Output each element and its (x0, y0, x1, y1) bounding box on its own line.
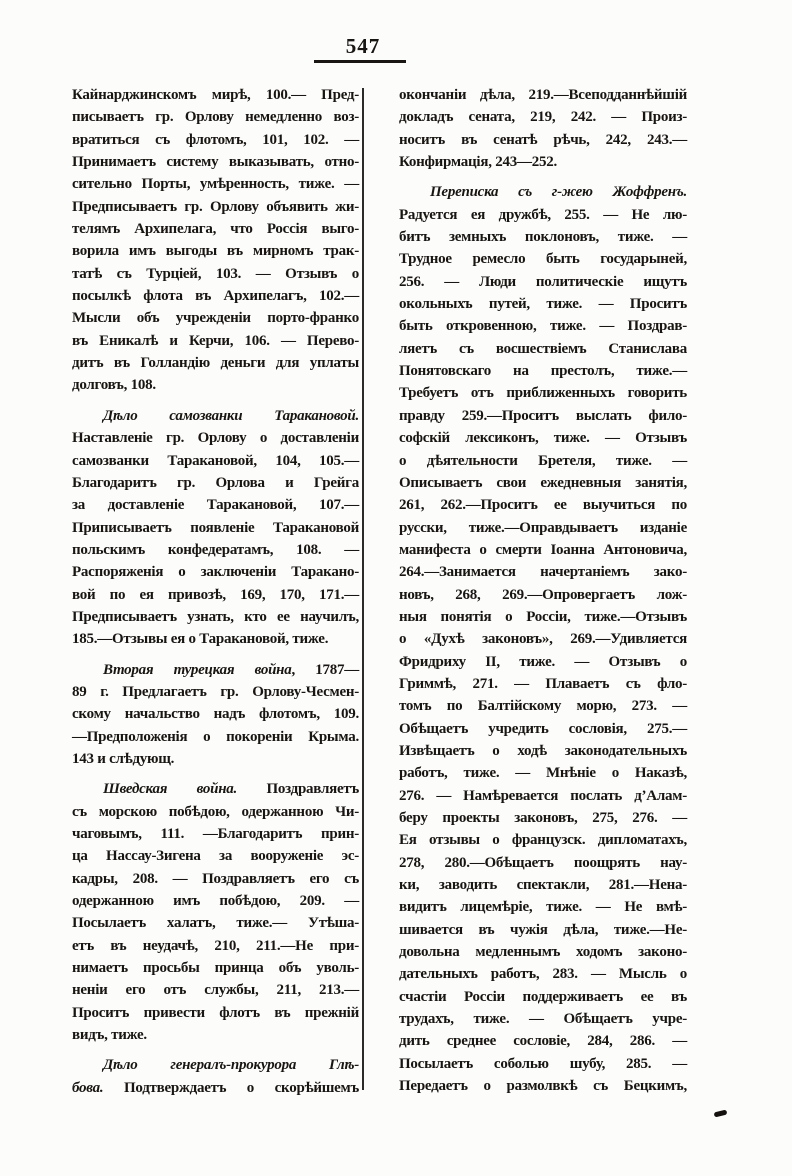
text-line: правду 259.—Проситъ выслать фило- (399, 407, 687, 424)
text-line: 276. — Намѣревается послать д’Алам- (399, 787, 687, 804)
text-line: бова. Подтверждаетъ о скорѣйшемъ (72, 1079, 359, 1096)
text-line: скому начальство надъ флотомъ, 109. (72, 706, 359, 723)
index-entry (399, 84, 687, 173)
text-line: окольныхъ путей, тиже. — Проситъ (399, 296, 687, 313)
text-line: Дѣло генералъ-прокурора Глѣ- (103, 1057, 359, 1074)
text-line: Передаетъ о размолвкѣ съ Бецкимъ, (399, 1078, 687, 1095)
text-line: польскимъ конфедератамъ, 108. — (72, 541, 359, 558)
text-line: Проситъ привести флотъ въ прежній (72, 1004, 359, 1021)
text-line: работъ, тиже. — Мнѣніе о Наказѣ, (399, 765, 687, 782)
text-line: Принимаетъ систему выказывать, отно- (72, 154, 359, 171)
text-line: видъ, тиже. (72, 1027, 147, 1044)
text-line: довольна медленнымъ ходомъ законо- (399, 944, 687, 961)
text-line: вратиться съ флотомъ, 101, 102. — (72, 131, 359, 148)
text-line: ца Нассау-Зигена за вооруженіе эс- (72, 848, 359, 865)
text-line: Фридриху II, тиже. — Отзывъ о (399, 653, 687, 670)
column-divider (362, 88, 364, 1090)
text-line: счастіи Россіи поддерживаетъ ее въ (399, 988, 687, 1005)
text-line: 256. — Люди политическіе ищутъ (399, 273, 687, 290)
text-line: нимаетъ просьбы принца объ уволь- (72, 960, 359, 977)
text-line: Ея отзывы о французск. дипломатахъ, (399, 832, 687, 849)
text-line: софскій лексиконъ, тиже. — Отзывъ (399, 430, 687, 447)
text-line: телямъ Архипелага, что Россія выго- (72, 221, 359, 238)
text-line: окончаніи дѣла, 219.—Всеподданнѣйшій (399, 87, 687, 103)
text-line: 185.—Отзывы ея о Таракановой, тиже. (72, 631, 329, 648)
text-line: съ морскою побѣдою, одержанною Чи- (72, 803, 359, 820)
text-line: Распоряженія о заключеніи Таракано- (72, 564, 359, 581)
left-column (72, 84, 359, 1099)
text-line: Вторая турецкая война, 1787— (103, 661, 359, 678)
text-line: долговъ, 108. (72, 377, 156, 394)
index-entry (72, 778, 359, 1046)
text-line: Мысли объ учрежденіи порто-франко (72, 310, 359, 327)
text-line: Обѣщаетъ учредить сословія, 275.— (399, 720, 687, 737)
text-line: новъ, 268, 269.—Опровергаетъ лож- (399, 586, 687, 603)
index-entry (72, 405, 359, 651)
text-line: томъ по Балтійскому морю, 273. — (399, 698, 687, 715)
text-line: за доставленіе Таракановой, 107.— (72, 497, 359, 514)
text-line: докладъ сената, 219, 242. — Произ- (399, 109, 687, 126)
text-line: беру проекты законовъ, 275, 276. — (399, 810, 687, 826)
ink-smudge (714, 1110, 728, 1118)
text-line: Гриммѣ, 271. — Плаваетъ съ фло- (399, 675, 687, 692)
text-line: етъ въ неудачѣ, 210, 211.—Не при- (72, 937, 359, 954)
text-line: посылкѣ флота въ Архипелагъ, 102.— (72, 288, 359, 305)
text-line: Шведская война. Поздравляетъ (103, 781, 360, 798)
text-line: ворила имъ выгоды въ мирномъ трак- (72, 243, 359, 260)
text-line: Предписываетъ гр. Орлову объявить жи- (72, 198, 359, 215)
text-line: Посылаетъ соболью шубу, 285. — (399, 1055, 687, 1072)
text-line: самозванки Таракановой, 104, 105.— (72, 452, 359, 469)
text-line: кадры, 208. — Поздравляетъ его съ (72, 870, 359, 887)
text-line: дить среднее сословіе, 284, 286. — (399, 1033, 687, 1050)
text-line: Кайнарджинскомъ мирѣ, 100.— Пред- (72, 87, 359, 103)
index-entry (72, 1054, 359, 1099)
text-line: видитъ лицемѣріе, тиже. — Не вмѣ- (399, 899, 687, 916)
text-line: —Предположенія о покореніи Крыма. (72, 728, 359, 745)
text-line: 264.—Занимается начертаніемъ зако- (399, 564, 687, 581)
text-line: носитъ въ сенатѣ рѣчь, 242, 243.— (399, 131, 687, 148)
text-line: битъ земныхъ поклоновъ, тиже. — (399, 229, 687, 246)
text-line: манифеста о смерти Іоанна Антоновича, (399, 541, 687, 558)
text-line: о дѣятельности Бретеля, тиже. — (399, 452, 687, 469)
text-line: Радуется ея дружбѣ, 255. — Не лю- (399, 206, 687, 223)
text-line: одержанною имъ побѣдою, 209. — (72, 893, 359, 910)
text-line: неніи его отъ службы, 211, 213.— (72, 982, 359, 999)
text-line: 278, 280.—Обѣщаетъ поощрять нау- (399, 854, 687, 871)
text-line: о «Духѣ законовъ», 269.—Удивляется (399, 631, 687, 648)
text-line: писываетъ гр. Орлову немедленно воз- (72, 109, 359, 126)
text-line: дательныхъ работъ, 283. — Мысль о (399, 966, 687, 983)
text-line: 143 и слѣдующ. (72, 750, 175, 767)
text-line: быть откровенною, тиже. — Поздрав- (399, 318, 687, 335)
text-line: трудахъ, тиже. — Обѣщаетъ учре- (399, 1011, 687, 1028)
text-line: татѣ съ Турціей, 103. — Отзывъ о (72, 265, 359, 282)
text-line: Переписка съ г-жею Жоффренъ. (430, 184, 687, 201)
text-line: въ Еникалѣ и Керчи, 106. — Перево- (72, 332, 359, 349)
text-line: 89 г. Предлагаетъ гр. Орлову-Чесмен- (72, 683, 359, 700)
index-entry (72, 84, 359, 397)
text-line: сительно Порты, умѣренность, тиже. — (72, 176, 359, 193)
page-number: 547 (345, 34, 381, 58)
text-line: Благодаритъ гр. Орлова и Грейга (72, 474, 359, 491)
page-number-rule (314, 60, 406, 63)
text-line: Описываетъ свои ежедневныя занятія, (399, 474, 687, 491)
text-line: Приписываетъ появленіе Таракановой (72, 519, 359, 536)
right-column (399, 84, 687, 1097)
text-line: ныя понятія о Россіи, тиже.—Отзывъ (399, 608, 687, 625)
text-line: чаговымъ, 111. —Благодаритъ прин- (72, 826, 359, 842)
index-entry (72, 659, 359, 771)
text-line: Посылаетъ халатъ, тиже.— Утѣша- (72, 915, 359, 932)
text-line: Конфирмація, 243—252. (399, 154, 557, 171)
text-line: ки, заводить спектакли, 281.—Нена- (399, 877, 687, 894)
text-line: ляетъ съ восшествіемъ Станислава (399, 340, 687, 357)
text-line: Предписываетъ узнать, кто ее научилъ, (72, 608, 359, 625)
text-line: вой по ея привозѣ, 169, 170, 171.— (72, 586, 359, 603)
text-line: русски, тиже.—Оправдываетъ изданіе (399, 519, 687, 536)
text-line: Извѣщаетъ о ходѣ законодательныхъ (399, 742, 687, 759)
text-line: Дѣло самозванки Таракановой. (103, 407, 359, 424)
text-line: Требуетъ отъ приближенныхъ говорить (399, 385, 687, 402)
text-line: Трудное ремесло быть государыней, (399, 251, 687, 268)
text-line: дитъ въ Голландію деньги для уплаты (72, 355, 359, 372)
text-line: Наставленіе гр. Орлову о доставленіи (72, 430, 359, 447)
text-line: Понятовскаго на престолъ, тиже.— (399, 363, 687, 380)
text-line: шивается въ чужія дѣла, тиже.—Не- (399, 921, 687, 938)
index-entry (399, 181, 687, 1097)
text-line: 261, 262.—Проситъ ее выучиться по (399, 497, 687, 514)
